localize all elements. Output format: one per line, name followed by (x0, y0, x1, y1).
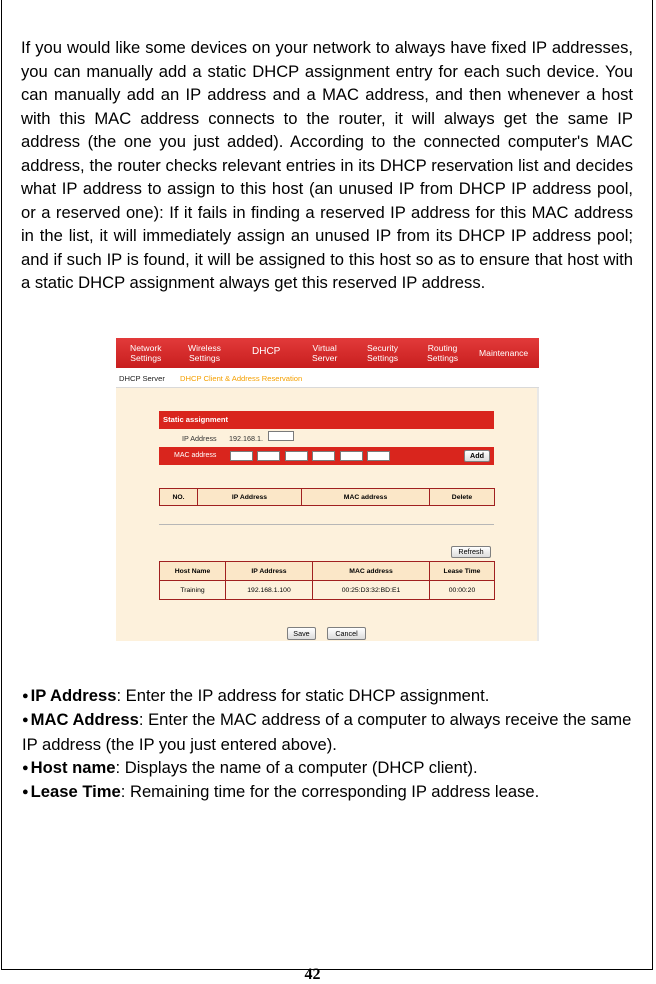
col-lease-time: Lease Time (430, 562, 495, 581)
bullet-icon: ● (22, 761, 29, 774)
field-descriptions (22, 684, 638, 804)
router-nav-bar (116, 338, 539, 368)
list-item (22, 756, 638, 780)
mac-address-label: MAC address (174, 452, 217, 459)
cell-host-name: Training (160, 581, 226, 600)
mac-octet-input-3[interactable] (285, 451, 308, 461)
nav-security-settings[interactable]: Security Settings (367, 343, 399, 363)
bullet-desc: : Displays the name of a computer (DHCP client). (115, 757, 478, 777)
list-item (22, 684, 638, 708)
bullet-desc: : Remaining time for the corresponding IP address lease. (120, 782, 540, 802)
list-item (22, 708, 638, 756)
nav-virtual-server[interactable]: Virtual Server (312, 343, 338, 363)
bullet-term: Host name (30, 757, 116, 777)
router-screenshot (116, 338, 539, 641)
ip-address-label: IP Address (182, 434, 217, 443)
cell-mac-address: 00:25:D3:32:BD:E1 (313, 581, 430, 600)
refresh-button[interactable]: Refresh (451, 546, 491, 558)
ip-last-octet-input[interactable] (268, 431, 294, 441)
cancel-button[interactable]: Cancel (327, 627, 366, 640)
intro-paragraph: If you would like some devices on your network to always have fixed IP addresses, you can manually add a static DHCP assignment entry for each such device. You can manually add an IP address and a MAC address, and then whenever a host with this MAC address connects to the router, it will always get the same IP address (the one you just added). According to the connected computer's MAC address, the router checks relevant entries in its DHCP reservation list and decides what IP address to assign to this host (an unused IP from DHCP IP address pool, or a reserved one): If it fails in finding a reserved IP address for this MAC address in the list, it will immediately assign an unused IP from its DHCP IP address pool; and if such IP is found, it will be assigned to this host so as to ensure that host with a static DHCP assignment always get this reserved IP address. (21, 38, 633, 292)
ip-address-row (159, 429, 494, 447)
col-mac-address: MAC address (313, 562, 430, 581)
section-divider (159, 524, 494, 525)
col-host-name: Host Name (160, 562, 226, 581)
mac-octet-input-1[interactable] (230, 451, 253, 461)
ip-prefix: 192.168.1. (229, 434, 263, 443)
col-ip-address: IP Address (198, 489, 302, 506)
nav-routing-settings[interactable]: Routing Settings (427, 343, 459, 363)
col-delete: Delete (430, 489, 495, 506)
bullet-icon: ● (22, 690, 29, 702)
nav-network-settings[interactable]: Network Settings (130, 343, 162, 363)
nav-dhcp[interactable]: DHCP (252, 346, 281, 357)
nav-maintenance[interactable]: Maintenance (479, 348, 529, 358)
save-button[interactable]: Save (287, 627, 316, 640)
table-header-row (160, 562, 495, 581)
table-row (160, 581, 495, 600)
mac-octet-input-4[interactable] (312, 451, 335, 461)
bullet-term: MAC Address (30, 710, 139, 730)
bullet-desc: : Enter the MAC address of a computer to always receive the same IP address (the IP you just entered above). (22, 710, 632, 754)
table-header-row (160, 489, 495, 506)
panel-scrollbar[interactable] (537, 388, 539, 641)
reserved-entries-table (159, 488, 495, 506)
mac-address-row (159, 447, 494, 465)
dhcp-clients-table (159, 561, 495, 600)
subnav-address-reservation[interactable]: DHCP Client & Address Reservation (180, 374, 303, 383)
mac-octet-input-6[interactable] (367, 451, 390, 461)
bullet-icon: ● (22, 786, 29, 799)
static-assignment-header: Static assignment (159, 411, 494, 429)
add-button[interactable]: Add (464, 450, 490, 462)
cell-lease-time: 00:00:20 (430, 581, 495, 600)
mac-octet-input-2[interactable] (257, 451, 280, 461)
col-mac-address: MAC address (302, 489, 430, 506)
page-number: 42 (304, 966, 321, 983)
col-ip-address: IP Address (226, 562, 313, 581)
subnav-dhcp-server[interactable]: DHCP Server (119, 374, 165, 383)
bullet-term: IP Address (30, 686, 117, 705)
mac-octet-input-5[interactable] (340, 451, 363, 461)
col-no: NO. (160, 489, 198, 506)
nav-wireless-settings[interactable]: Wireless Settings (188, 343, 221, 363)
router-sub-nav (116, 368, 539, 388)
bullet-term: Lease Time (30, 782, 121, 802)
bullet-icon: ● (22, 714, 29, 727)
list-item (22, 780, 638, 804)
cell-ip-address: 192.168.1.100 (226, 581, 313, 600)
bullet-desc: : Enter the IP address for static DHCP assignment. (116, 686, 490, 705)
